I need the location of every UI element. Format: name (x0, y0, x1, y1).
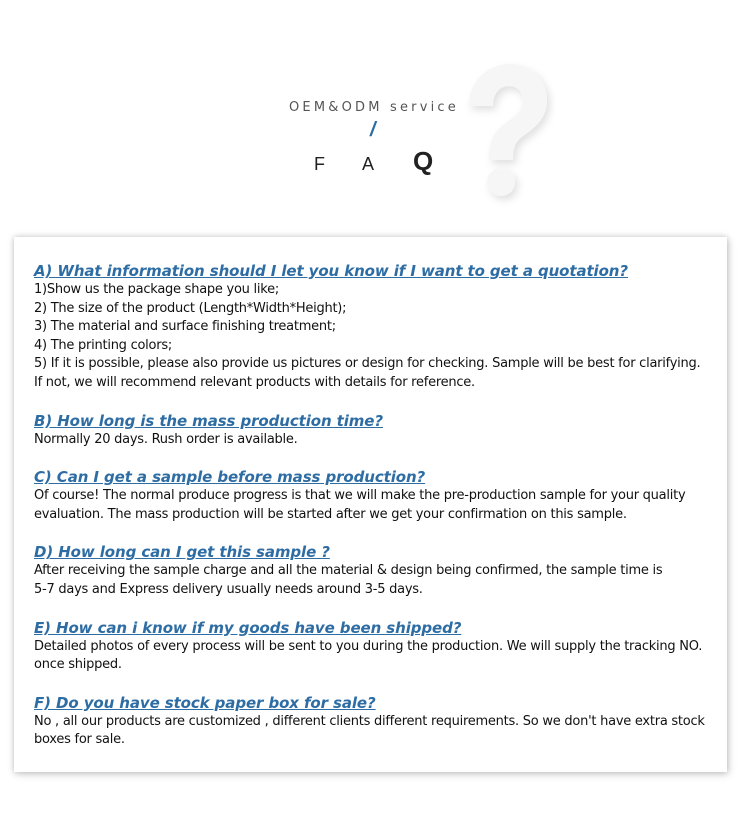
faq-answer-line: 4) The printing colors; (34, 337, 172, 353)
faq-answer-line: Of course! The normal produce progress is that we will make the pre-production sample for your quality (34, 488, 686, 504)
faq-answer-line: Normally 20 days. Rush order is available. (34, 431, 298, 447)
faq-answer-line: 1)Show us the package shape you like; (34, 282, 279, 297)
faq-item (34, 693, 714, 750)
faq-answer-line: 2) The size of the product (Length*Width*Height); (34, 300, 347, 316)
faq-question: C) Can I get a sample before mass production? (34, 468, 426, 487)
faq-question: A) What information should I let you know if I want to get a quotation? (34, 262, 628, 280)
faq-letter-a: A (362, 154, 375, 174)
faq-answer-line: After receiving the sample charge and all the material & design being confirmed, the sample time is (34, 563, 663, 579)
faq-letter-q: Q (413, 146, 434, 176)
faq-question: F) Do you have stock paper box for sale? (34, 693, 376, 712)
question-mark-icon (455, 58, 555, 208)
faq-item (34, 467, 714, 524)
faq-list (34, 261, 714, 768)
faq-question: D) How long can I get this sample ? (34, 543, 330, 562)
faq-answer-line: Detailed photos of every process will be sent to you during the production. We will supply the tracking NO. (34, 638, 703, 654)
header-subtitle: OEM&ODM service (289, 100, 459, 115)
faq-answer-line: boxes for sale. (34, 732, 125, 748)
faq-answer-line: 3) The material and surface finishing treatment; (34, 319, 336, 335)
faq-item (34, 618, 714, 675)
faq-question: B) How long is the mass production time? (34, 411, 383, 430)
faq-answer-line: 5) If it is possible, please also provide us pictures or design for checking. Sample will be best for clarifying. (34, 356, 701, 372)
faq-letter-f: F (314, 154, 325, 174)
faq-answer-line: No , all our products are customized , different clients different requirements. So we don't have extra stock (34, 713, 705, 729)
faq-answer-line: evaluation. The mass production will be started after we get your confirmation on this sample. (34, 506, 627, 522)
faq-question: E) How can i know if my goods have been shipped? (34, 618, 462, 637)
faq-answer-line: once shipped. (34, 657, 122, 673)
faq-item (34, 261, 714, 393)
faq-answer-line: If not, we will recommend relevant products with details for reference. (34, 374, 475, 390)
faq-item (34, 542, 714, 599)
faq-answer-line: 5-7 days and Express delivery usually needs around 3-5 days. (34, 581, 423, 597)
faq-item (34, 411, 714, 450)
faq-header (0, 0, 750, 230)
header-slash: / (370, 119, 376, 141)
faq-card (14, 237, 727, 772)
